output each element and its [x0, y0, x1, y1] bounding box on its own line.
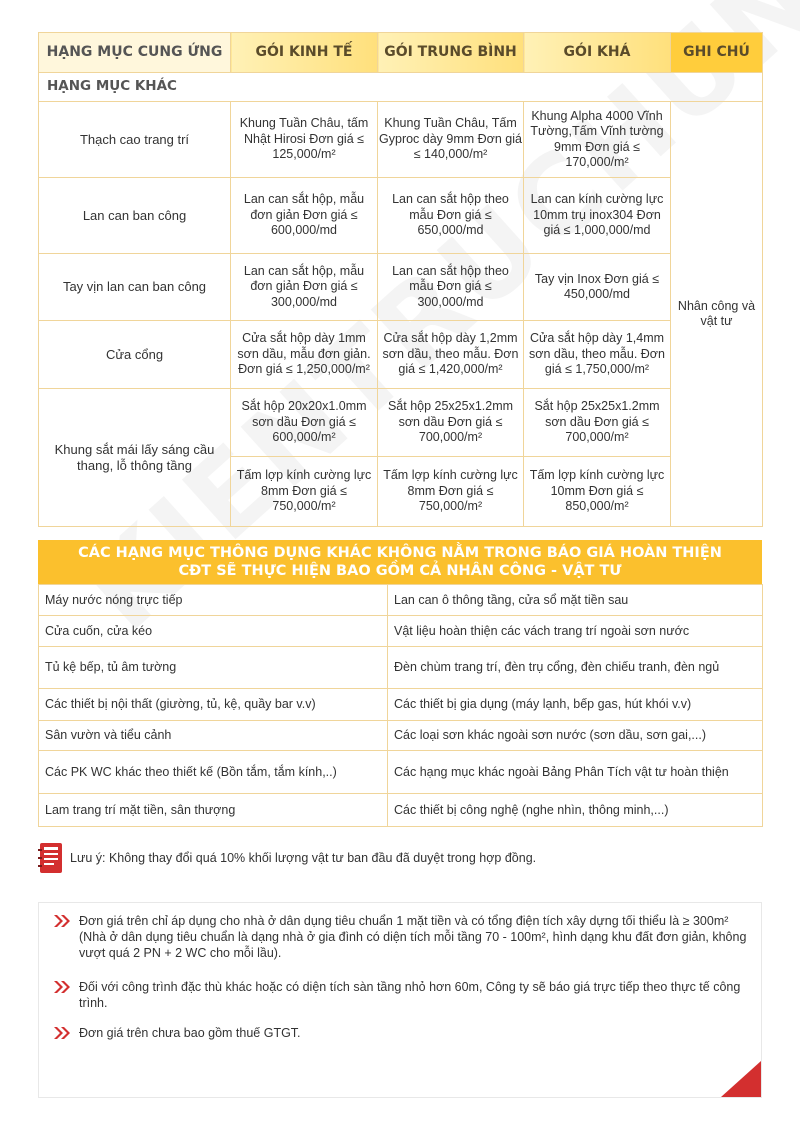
chevron-right-icon — [53, 913, 79, 961]
table-row — [39, 178, 763, 254]
list-item: Lan can ô thông tầng, cửa sổ mặt tiền sau — [388, 585, 763, 616]
header-goi-kha: GÓI KHÁ — [524, 33, 671, 73]
table-row — [39, 102, 763, 178]
price-cell: Lan can sắt hộp, mẫu đơn giản Đơn giá ≤ 600,000/md — [231, 178, 378, 254]
other-items-table — [38, 584, 763, 827]
list-item: Máy nước nóng trực tiếp — [39, 585, 388, 616]
price-cell: Cửa sắt hộp dày 1mm sơn dầu, mẫu đơn giản. Đơn giá ≤ 1,250,000/m² — [231, 321, 378, 389]
item-cell: Thạch cao trang trí — [39, 102, 231, 178]
terms-box — [38, 902, 762, 1098]
list-item: Cửa cuốn, cửa kéo — [39, 616, 388, 647]
bullet-text: Đối với công trình đặc thù khác hoặc có diện tích sàn tầng nhỏ hơn 60m, Công ty sẽ báo giá trực tiếp theo thực tế công trình. — [79, 980, 741, 1010]
table-row — [39, 751, 763, 794]
header-goi-kinh-te: GÓI KINH TẾ — [231, 33, 378, 73]
notebook-icon — [38, 841, 64, 875]
item-cell: Cửa cổng — [39, 321, 231, 389]
table-row — [39, 585, 763, 616]
list-item: Các loại sơn khác ngoài sơn nước (sơn dầu, sơn gai,...) — [388, 721, 763, 751]
list-item: Các thiết bị công nghệ (nghe nhìn, thông minh,...) — [388, 794, 763, 827]
price-cell: Tấm lợp kính cường lực 8mm Đơn giá ≤ 750,000/m² — [231, 457, 378, 527]
list-item: Tủ kệ bếp, tủ âm tường — [39, 647, 388, 689]
table-header-row — [39, 33, 763, 73]
table-row — [39, 689, 763, 721]
price-cell: Khung Alpha 4000 Vĩnh Tường,Tấm Vĩnh tường 9mm Đơn giá ≤ 170,000/m² — [524, 102, 671, 178]
table-row — [39, 647, 763, 689]
header-hang-muc: HẠNG MỤC CUNG ỨNG — [39, 33, 231, 73]
bullet-text: Đơn giá trên chưa bao gồm thuế GTGT. — [79, 1026, 301, 1040]
price-cell: Cửa sắt hộp dày 1,2mm sơn dầu, theo mẫu. Đơn giá ≤ 1,420,000/m² — [378, 321, 524, 389]
list-item — [53, 913, 749, 961]
banner-line-2: CĐT SẼ THỰC HIỆN BAO GỒM CẢ NHÂN CÔNG - VẬT TƯ — [178, 563, 622, 579]
list-item: Các PK WC khác theo thiết kế (Bồn tắm, tắm kính,..) — [39, 751, 388, 794]
price-cell: Tay vịn Inox Đơn giá ≤ 450,000/md — [524, 254, 671, 321]
price-cell: Tấm lợp kính cường lực 8mm Đơn giá ≤ 750,000/m² — [378, 457, 524, 527]
header-ghi-chu: GHI CHÚ — [671, 33, 763, 73]
banner-line-1: CÁC HẠNG MỤC THÔNG DỤNG KHÁC KHÔNG NẰM TRONG BÁO GIÁ HOÀN THIỆN — [78, 545, 722, 561]
table-row — [39, 389, 763, 457]
chevron-right-icon — [53, 1025, 79, 1045]
table-row — [39, 254, 763, 321]
note-text: Lưu ý: Không thay đổi quá 10% khối lượng vật tư ban đầu đã duyệt trong hợp đồng. — [70, 851, 537, 865]
other-items-banner — [38, 540, 762, 584]
price-cell: Lan can sắt hộp theo mẫu Đơn giá ≤ 650,000/md — [378, 178, 524, 254]
item-cell: Khung sắt mái lấy sáng cầu thang, lỗ thông tầng — [39, 389, 231, 527]
price-cell: Sắt hộp 25x25x1.2mm sơn dầu Đơn giá ≤ 700,000/m² — [378, 389, 524, 457]
price-cell: Khung Tuần Châu, tấm Nhật Hirosi Đơn giá ≤ 125,000/m² — [231, 102, 378, 178]
list-item: Các hạng mục khác ngoài Bảng Phân Tích vật tư hoàn thiện — [388, 751, 763, 794]
table-row — [39, 616, 763, 647]
list-item: Các thiết bị nội thất (giường, tủ, kệ, quầy bar v.v) — [39, 689, 388, 721]
list-item: Vật liệu hoàn thiện các vách trang trí ngoài sơn nước — [388, 616, 763, 647]
price-cell: Lan can sắt hộp theo mẫu Đơn giá ≤ 300,000/md — [378, 254, 524, 321]
price-cell: Sắt hộp 25x25x1.2mm sơn dầu Đơn giá ≤ 700,000/m² — [524, 389, 671, 457]
list-item: Đèn chùm trang trí, đèn trụ cổng, đèn chiếu tranh, đèn ngủ — [388, 647, 763, 689]
chevron-right-icon — [53, 979, 79, 1011]
section-title: HẠNG MỤC KHÁC — [39, 73, 763, 102]
section-row — [39, 73, 763, 102]
list-item — [53, 979, 749, 1011]
header-goi-trung-binh: GÓI TRUNG BÌNH — [378, 33, 524, 73]
price-cell: Tấm lợp kính cường lực 10mm Đơn giá ≤ 850,000/m² — [524, 457, 671, 527]
note-line — [38, 840, 762, 876]
corner-decoration — [721, 1061, 761, 1097]
price-cell: Lan can kính cường lực 10mm trụ inox304 Đơn giá ≤ 1,000,000/md — [524, 178, 671, 254]
list-item: Sân vườn và tiểu cảnh — [39, 721, 388, 751]
bullet-text: Đơn giá trên chỉ áp dụng cho nhà ở dân dụng tiêu chuẩn 1 mặt tiền và có tổng điện tích xây dựng tối thiểu là ≥ 300m² (Nhà ở dân dụng tiêu chuẩn là dạng nhà ở gia đình có diện tích mỗi tầng 70 - 100m², hình dạng khu đất đơn giản, không vượt quá 2 PN + 2 WC cho mỗi lầu). — [79, 914, 747, 960]
list-item: Các thiết bị gia dụng (máy lạnh, bếp gas, hút khói v.v) — [388, 689, 763, 721]
price-cell: Lan can sắt hộp, mẫu đơn giản Đơn giá ≤ 300,000/md — [231, 254, 378, 321]
price-cell: Cửa sắt hộp dày 1,4mm sơn dầu, theo mẫu. Đơn giá ≤ 1,750,000/m² — [524, 321, 671, 389]
table-row — [39, 721, 763, 751]
item-cell: Tay vịn lan can ban công — [39, 254, 231, 321]
price-cell: Sắt hộp 20x20x1.0mm sơn dầu Đơn giá ≤ 600,000/m² — [231, 389, 378, 457]
note-cell: Nhân công và vật tư — [671, 102, 763, 527]
item-cell: Lan can ban công — [39, 178, 231, 254]
table-row — [39, 794, 763, 827]
list-item — [53, 1025, 749, 1045]
price-cell: Khung Tuần Châu, Tấm Gyproc dày 9mm Đơn giá ≤ 140,000/m² — [378, 102, 524, 178]
pricing-table — [38, 32, 763, 527]
table-row — [39, 321, 763, 389]
list-item: Lam trang trí mặt tiền, sân thượng — [39, 794, 388, 827]
